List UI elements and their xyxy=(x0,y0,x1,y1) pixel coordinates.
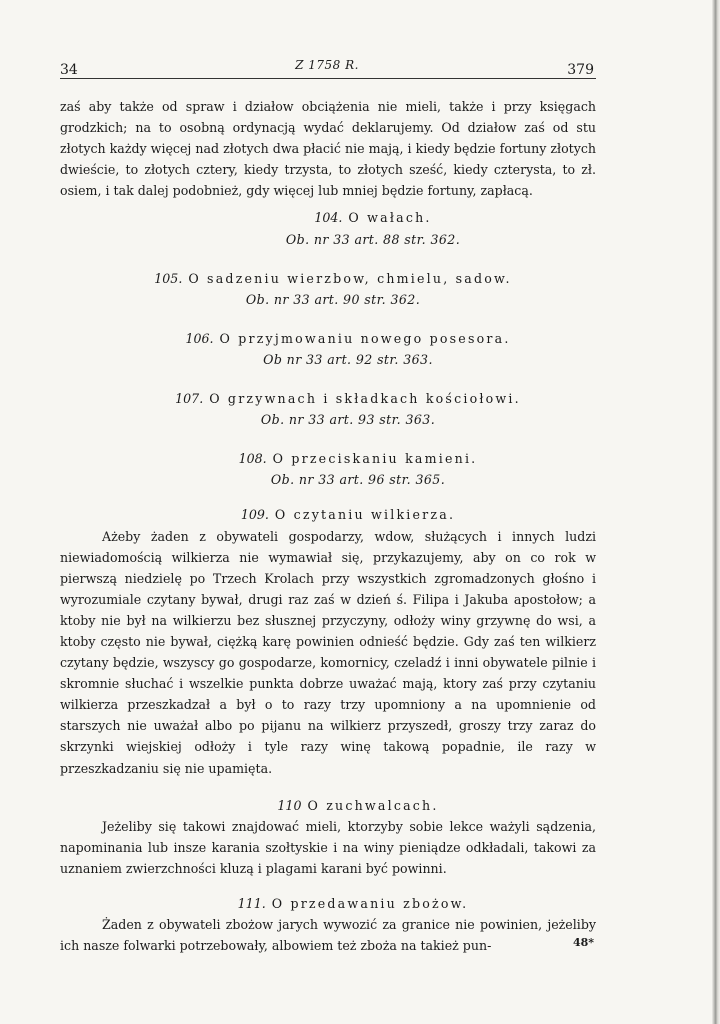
section-reference: Ob. nr 33 art. 90 str. 362. xyxy=(245,291,421,307)
section-110 xyxy=(120,795,596,816)
section-number: 105. xyxy=(154,270,183,286)
section-105 xyxy=(70,268,596,310)
section-title: O przeciskaniu kamieni. xyxy=(272,451,478,467)
section-number: 109. xyxy=(240,507,269,523)
section-title: O przyjmowaniu nowego posesora. xyxy=(219,330,511,346)
section-title: O wałach. xyxy=(348,210,432,226)
section-104 xyxy=(150,207,596,249)
running-head: Z 1758 R. xyxy=(295,58,359,72)
section-number: 110 xyxy=(277,797,302,813)
section-reference: Ob nr 33 art. 92 str. 363. xyxy=(263,351,433,367)
section-number: 107. xyxy=(175,391,204,407)
page-edge xyxy=(712,0,720,1024)
intro-paragraph: zaś aby także od spraw i działow obciążenia nie mieli, także i przy księgach grodzkich; na to osobną ordynacją wydać deklarujemy. Od działow zaś od stu złotych każdy więcej nad złotych dwa płacić nie mają, i kiedy będzie fortuny złotych dwieście, to złotych cztery, kiedy trzysta, to złotych sześć, kiedy czterysta, to zł. osiem, i tak dalej podobnież, gdy więcej lub mniej będzie fortuny, zapłacą. xyxy=(60,99,596,199)
section-number: 108. xyxy=(238,451,267,467)
section-number: 111. xyxy=(237,896,266,911)
signature-mark: 48* xyxy=(572,936,594,949)
section-110-text: Jeżeliby się takowi znajdować mieli, ktorzyby sobie lekce ważyli sądzenia, napominania lub insze karania szołtyskie i na winy pieniądze odkładali, takowi za uznaniem zwierzchności kluzą i plagami karani być powinni. xyxy=(60,818,596,876)
section-106 xyxy=(100,328,596,370)
section-109-text: Ażeby żaden z obywateli gospodarzy, wdow, służących i innych ludzi niewiadomością wilkierza nie wymawiał się, przykazujemy, aby on co rok w pierwszą niedzielę po Trzech Krolach przy wszystkich zgromadzonych głośno i wyrozumiale czytany bywał, drugi raz zaś w dzień ś. Filipa i Jakuba apostołow; a ktoby nie był na wilkierzu bez słusznej przyczyny, odłoży winy grzywnę do wsi, a ktoby często nie bywał, ciężką karę powinien odnieść będzie. Gdy zaś ten wilkierz czytany będzie, wszyscy go gospodarze, komornicy, czeladź i inni obywatele pilnie i skromnie słuchać i wszelkie punkta dobrze uważać mają, ktory zaś przy czytaniu wilkierza przeszkadzał a był o to razy trzy upomniony a na upomnienie od starszych nie uważał albo po pijanu na wilkierz przyszedł, groszy trzy zaraz do skrzynki wiejskiej odłoży i tyle razy winę takową popadnie, ile razy w przeszkadzaniu się nie upamięta. xyxy=(60,528,596,776)
page-body xyxy=(60,96,596,956)
section-title: O sadzeniu wierzbow, chmielu, sadow. xyxy=(188,270,512,286)
section-number: 104. xyxy=(314,210,343,226)
section-title: O zuchwalcach. xyxy=(307,797,439,813)
section-107 xyxy=(100,388,596,430)
section-reference: Ob. nr 33 art. 96 str. 365. xyxy=(270,472,446,488)
section-reference: Ob. nr 33 art. 93 str. 363. xyxy=(260,412,436,428)
section-title: O przedawaniu zbożow. xyxy=(271,896,469,911)
section-109 xyxy=(100,504,596,525)
header-rule xyxy=(60,78,596,79)
section-111 xyxy=(110,893,596,914)
section-reference: Ob. nr 33 art. 88 str. 362. xyxy=(285,231,461,247)
section-108 xyxy=(120,448,596,490)
section-111-text: Żaden z obywateli zbożow jarych wywozić za granice nie powinien, jeżeliby ich nasze folwarki potrzebowały, albowiem też zboża na takież pun- xyxy=(60,917,596,954)
section-title: O czytaniu wilkierza. xyxy=(274,507,456,523)
section-number: 106. xyxy=(185,330,214,346)
section-title: O grzywnach i składkach kościołowi. xyxy=(209,391,521,407)
page-number-left: 34 xyxy=(60,62,78,78)
page-number-right: 379 xyxy=(567,62,594,78)
